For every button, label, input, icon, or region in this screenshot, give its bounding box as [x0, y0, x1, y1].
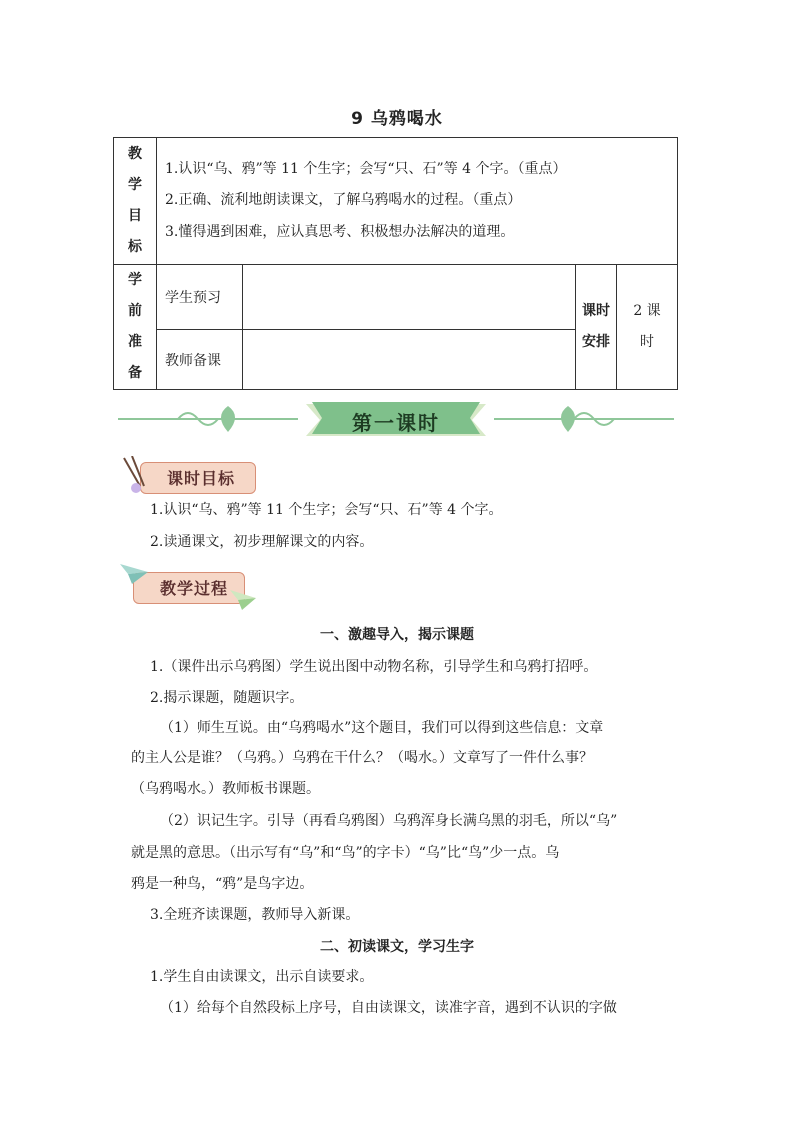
paragraph: 2.揭示课题，随题识字。 [150, 690, 304, 706]
teacher-prep-cell [243, 330, 576, 390]
section-tag-goals: 课时目标 [140, 462, 256, 494]
lesson-banner [118, 398, 674, 444]
goal-item: 3.懂得遇到困难，应认真思考、积极想办法解决的道理。 [165, 223, 515, 240]
student-prep-cell [243, 265, 576, 330]
student-prep-label: 学生预习 [157, 265, 243, 330]
schedule-value: 2 课 时 [617, 265, 678, 390]
lesson-plan-table [113, 137, 678, 390]
paragraph: 就是黑的意思。（出示写有“乌”和“鸟”的字卡）“乌”比“鸟”少一点。乌 [131, 845, 560, 861]
paragraph: 鸦是一种鸟，“鸦”是鸟字边。 [131, 876, 314, 892]
goal-line: 1.认识“乌、鸦”等 11 个生字；会写“只、石”等 4 个字。 [150, 502, 503, 518]
schedule-label: 课时 安排 [576, 265, 617, 390]
goals-list [157, 138, 678, 265]
prep-header: 学 前 准 备 [114, 265, 157, 390]
paragraph: （2）识记生字。引导（再看乌鸦图）乌鸦浑身长满乌黑的羽毛，所以“乌” [160, 813, 618, 829]
goal-item: 1.认识“乌、鸦”等 11 个生字；会写“只、石”等 4 个字。（重点） [165, 160, 567, 177]
page-title: 9 乌鸦喝水 [351, 109, 443, 129]
section-heading: 一、激趣导入，揭示课题 [320, 627, 474, 643]
brush-icon [118, 456, 152, 496]
goal-line: 2.读通课文，初步理解课文的内容。 [150, 534, 374, 550]
teacher-prep-label: 教师备课 [157, 330, 243, 390]
section-tag-process: 教学过程 [133, 572, 245, 604]
paper-plane-icon [228, 586, 258, 614]
paragraph: 1.（课件出示乌鸦图）学生说出图中动物名称，引导学生和乌鸦打招呼。 [150, 659, 598, 675]
paper-plane-icon [118, 560, 150, 588]
section-heading: 二、初读课文，学习生字 [320, 939, 474, 955]
goal-item: 2.正确、流利地朗读课文，了解乌鸦喝水的过程。（重点） [165, 192, 522, 209]
paragraph: 3.全班齐读课题，教师导入新课。 [150, 907, 360, 923]
goals-header: 教 学 目 标 [114, 138, 157, 265]
paragraph: 1.学生自由读课文，出示自读要求。 [150, 969, 374, 985]
paragraph: （乌鸦喝水。）教师板书课题。 [131, 781, 320, 797]
paragraph: （1）师生互说。由“乌鸦喝水”这个题目，我们可以得到这些信息：文章 [160, 720, 604, 736]
banner-text: 第一课时 [352, 411, 440, 435]
paragraph: （1）给每个自然段标上序号，自由读课文，读准字音，遇到不认识的字做 [160, 1000, 617, 1016]
paragraph: 的主人公是谁？（乌鸦。）乌鸦在干什么？（喝水。）文章写了一件什么事？ [131, 750, 593, 766]
